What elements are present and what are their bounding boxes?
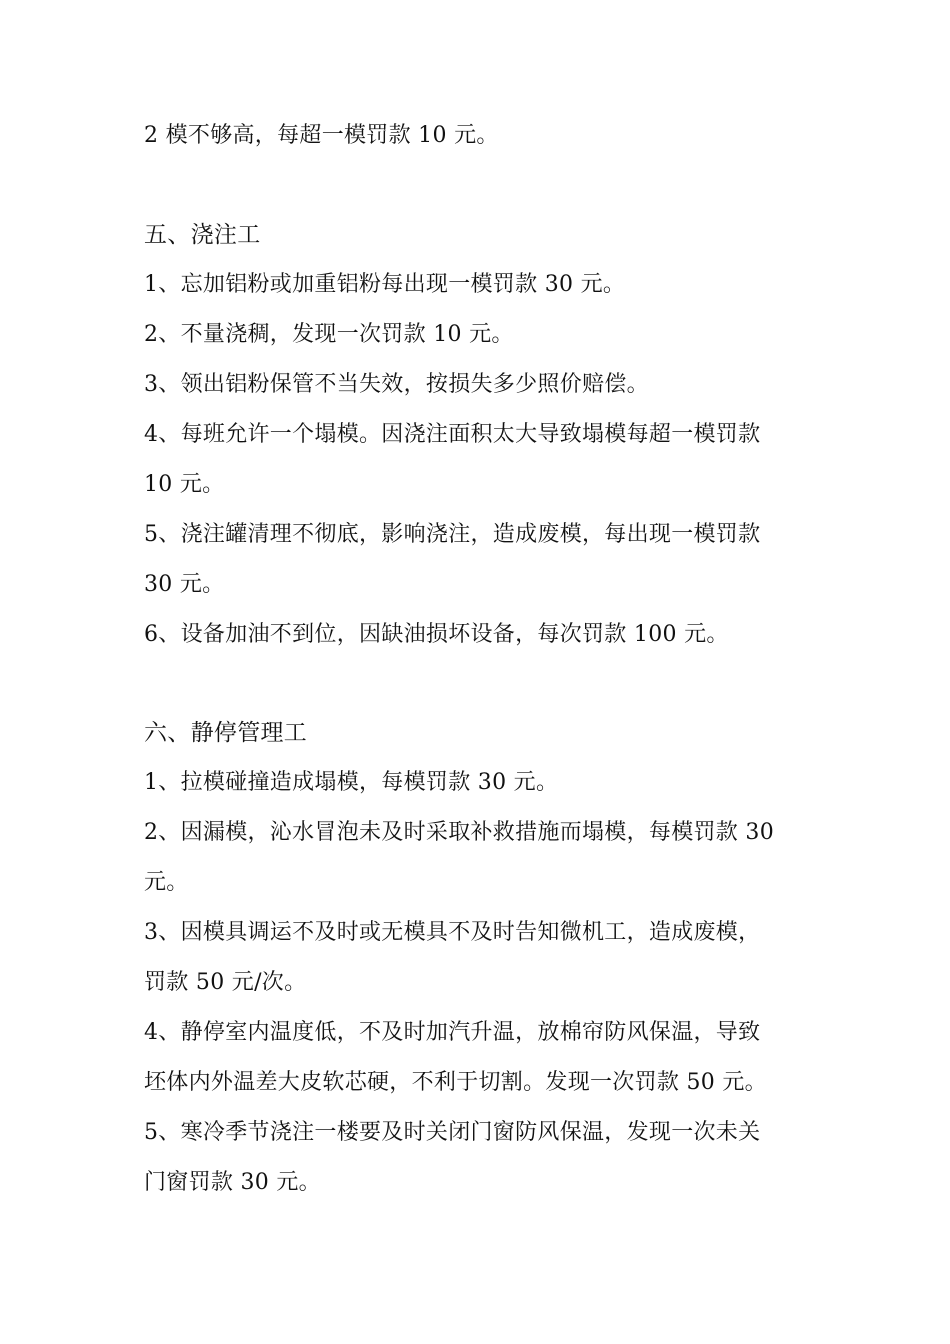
static-rule-3-cont: 罚款 50 元/次。	[144, 970, 307, 995]
section-heading-static: 六、静停管理工	[144, 720, 308, 746]
static-rule-2-cont: 元。	[144, 870, 189, 895]
static-rule-5: 5、寒冷季节浇注一楼要及时关闭门窗防风保温，发现一次未关	[144, 1120, 761, 1145]
intro-line: 2 模不够高，每超一模罚款 10 元。	[144, 123, 499, 148]
pouring-rule-1: 1、忘加铝粉或加重铝粉每出现一模罚款 30 元。	[144, 272, 626, 297]
pouring-rule-5: 5、浇注罐清理不彻底，影响浇注，造成废模，每出现一模罚款	[144, 522, 761, 547]
static-rule-4: 4、静停室内温度低，不及时加汽升温，放棉帘防风保温，导致	[144, 1020, 761, 1045]
pouring-rule-4: 4、每班允许一个塌模。因浇注面积太大导致塌模每超一模罚款	[144, 422, 761, 447]
section-heading-pouring: 五、浇注工	[144, 222, 261, 248]
pouring-rule-2: 2、不量浇稠，发现一次罚款 10 元。	[144, 322, 514, 347]
pouring-rule-3: 3、领出铝粉保管不当失效，按损失多少照价赔偿。	[144, 372, 649, 397]
pouring-rule-6: 6、设备加油不到位，因缺油损坏设备，每次罚款 100 元。	[144, 622, 729, 647]
pouring-rule-5-cont: 30 元。	[144, 572, 225, 597]
pouring-rule-4-cont: 10 元。	[144, 472, 225, 497]
static-rule-4-cont: 坯体内外温差大皮软芯硬，不利于切割。发现一次罚款 50 元。	[144, 1070, 767, 1095]
static-rule-2: 2、因漏模，沁水冒泡未及时采取补救措施而塌模，每模罚款 30	[144, 820, 774, 845]
static-rule-5-cont: 门窗罚款 30 元。	[144, 1170, 321, 1195]
static-rule-3: 3、因模具调运不及时或无模具不及时告知微机工，造成废模，	[144, 920, 761, 945]
static-rule-1: 1、拉模碰撞造成塌模，每模罚款 30 元。	[144, 770, 559, 795]
